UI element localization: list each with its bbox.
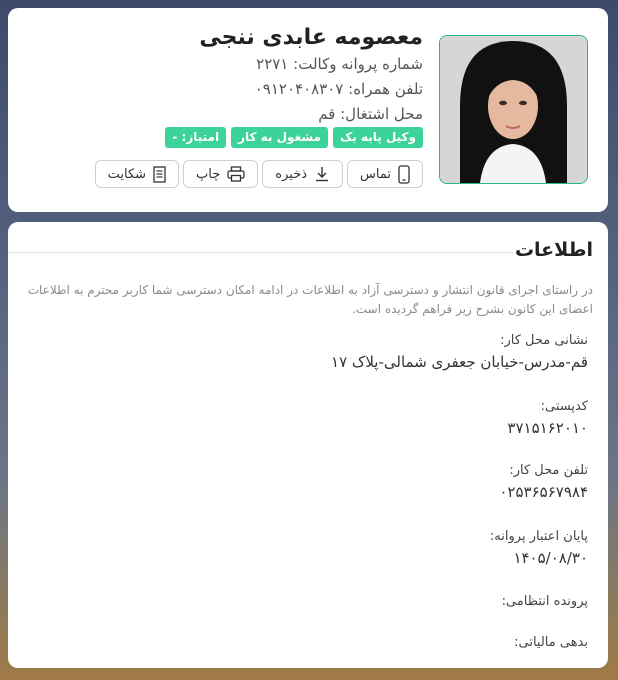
field-label: نشانی محل کار:	[500, 333, 588, 348]
profile-photo	[439, 35, 588, 184]
mobile-phone	[255, 80, 423, 98]
info-intro: در راستای اجرای قانون انتشار و دسترسی آزاد به اطلاعات در ادامه امکان دسترسی شما کاربر محترم به اطلاعات اعضای این کانون بشرح زیر فراهم گردیده است.	[27, 283, 593, 316]
field-license-expiry	[28, 529, 588, 567]
print-button[interactable]	[183, 160, 258, 188]
lawyer-name: معصومه عابدی ننجی	[199, 25, 423, 50]
printer-icon	[227, 166, 245, 182]
action-buttons	[95, 160, 423, 188]
license-value: ۲۲۷۱	[256, 55, 289, 73]
phone-value: ۰۹۱۲۰۴۰۸۳۰۷	[254, 80, 344, 98]
field-label: تلفن محل کار:	[509, 463, 588, 478]
document-icon	[153, 166, 166, 183]
field-label: پرونده انتظامی:	[501, 594, 588, 609]
info-title: اطلاعات	[514, 239, 593, 261]
complaint-button[interactable]	[95, 160, 179, 188]
field-work-address	[28, 333, 588, 371]
field-label: بدهی مالیاتی:	[514, 635, 588, 650]
print-button-label: چاپ	[196, 166, 221, 182]
status-badge: مشغول به کار	[231, 127, 328, 148]
avatar-image	[440, 36, 587, 183]
field-value: ۳۷۱۵۱۶۲۰۱۰	[507, 419, 588, 437]
status-badge: وکیل پایه یک	[333, 127, 423, 148]
profile-card	[8, 8, 608, 212]
info-card	[8, 222, 608, 668]
field-value: ۰۲۵۳۶۵۶۷۹۸۴	[499, 483, 588, 501]
field-tax-debt	[28, 635, 588, 655]
mobile-icon	[398, 165, 410, 184]
license-number	[256, 55, 423, 73]
field-value: قم-مدرس-خیابان جعفری شمالی-پلاک ۱۷	[331, 353, 588, 371]
contact-button[interactable]	[347, 160, 423, 188]
contact-button-label: تماس	[360, 166, 391, 182]
save-button[interactable]	[262, 160, 343, 188]
complaint-button-label: شکایت	[107, 166, 147, 182]
field-value: ۱۴۰۵/۰۸/۳۰	[513, 549, 588, 567]
status-badge: امتیاز: -	[165, 127, 226, 148]
field-label: پایان اعتبار پروانه:	[489, 529, 588, 544]
status-badges	[165, 127, 423, 148]
title-divider	[8, 252, 513, 253]
phone-label: تلفن همراه:	[348, 80, 423, 98]
download-icon	[314, 166, 330, 182]
location-value: قم	[318, 105, 336, 123]
field-disciplinary-record	[28, 594, 588, 614]
field-postal-code	[28, 399, 588, 437]
license-label: شماره پروانه وکالت:	[293, 55, 423, 73]
field-work-phone	[28, 463, 588, 501]
work-location	[318, 105, 423, 123]
location-label: محل اشتغال:	[340, 105, 423, 123]
field-label: کدپستی:	[540, 399, 588, 414]
save-button-label: ذخیره	[275, 166, 308, 182]
